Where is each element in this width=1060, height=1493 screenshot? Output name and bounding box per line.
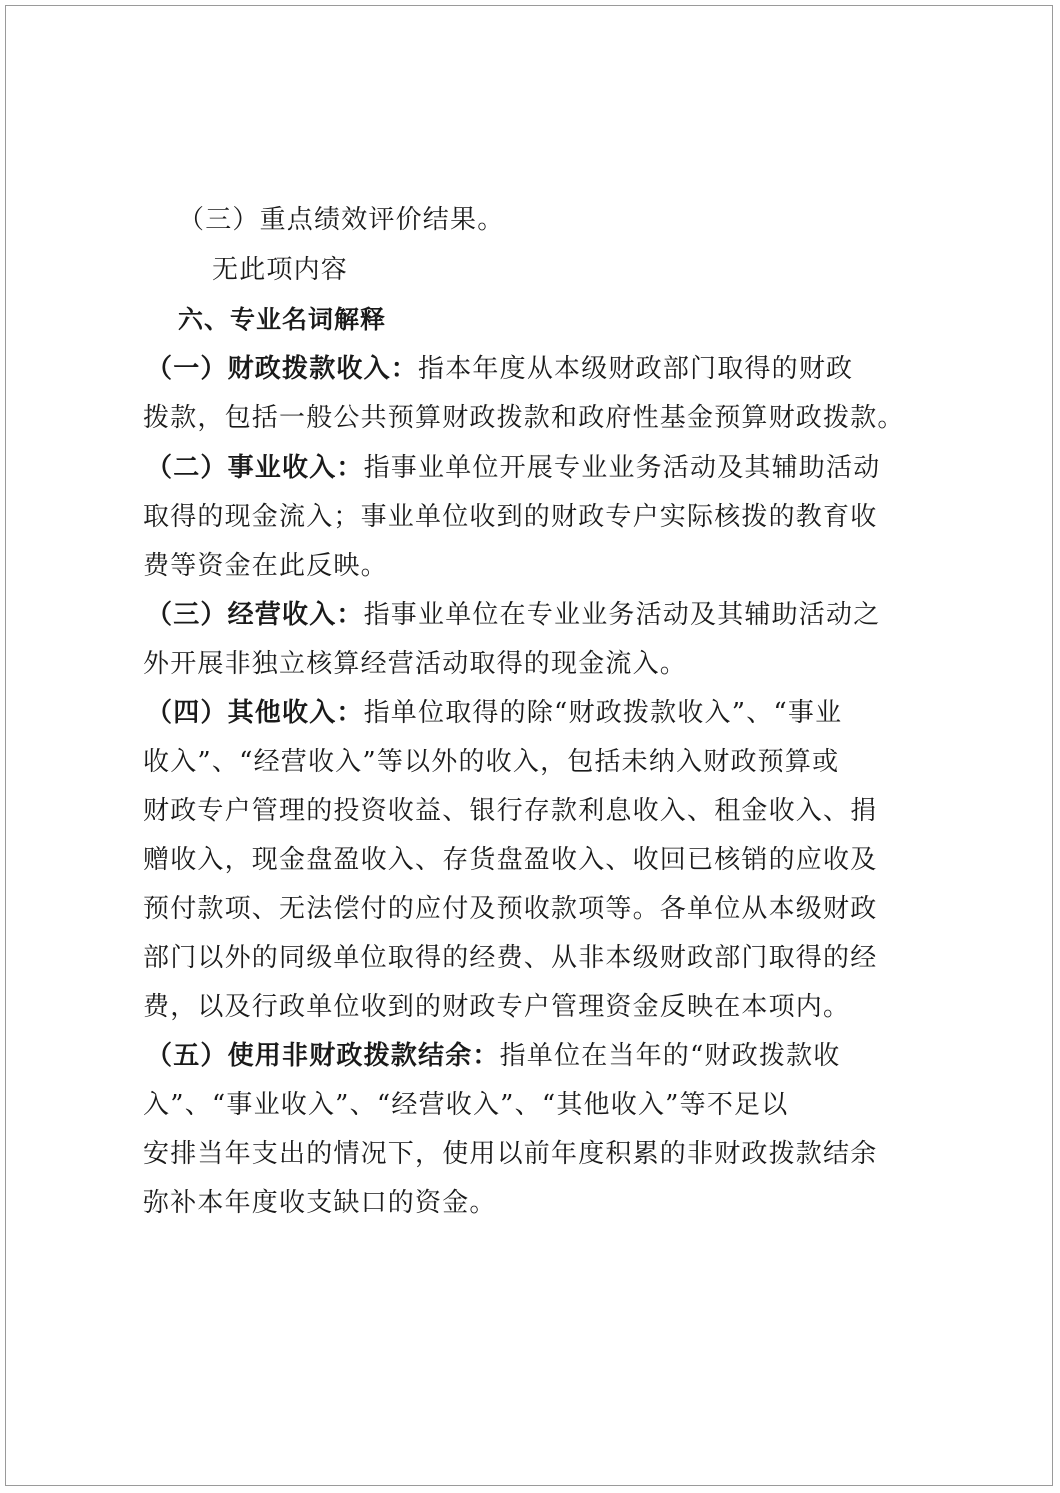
term-1-line-2: 拨款，包括一般公共预算财政拨款和政府性基金预算财政拨款。: [143, 403, 905, 433]
term-1-line-1: [146, 354, 853, 384]
term-2-label: （二）事业收入：: [146, 453, 364, 483]
page-border: [5, 5, 1053, 1486]
section-3-title: （三）重点绩效评价结果。: [178, 205, 505, 235]
term-4-line-5: 预付款项、无法偿付的应付及预收款项等。各单位从本级财政: [143, 894, 878, 924]
term-4-line-6: 部门以外的同级单位取得的经费、从非本级财政部门取得的经: [143, 943, 878, 973]
term-2-line-3: 费等资金在此反映。: [143, 551, 388, 581]
term-1-text: 指本年度从本级财政部门取得的财政: [418, 354, 854, 384]
term-5-text: 指单位在当年的“财政拨款收: [499, 1041, 841, 1071]
term-4-line-7: 费，以及行政单位收到的财政专户管理资金反映在本项内。: [143, 992, 851, 1022]
term-2-text: 指事业单位开展专业业务活动及其辅助活动: [363, 453, 881, 483]
term-2-line-2: 取得的现金流入；事业单位收到的财政专户实际核拨的教育收: [143, 502, 878, 532]
section-6-heading: 六、专业名词解释: [178, 305, 387, 334]
term-5-line-3: 安排当年支出的情况下，使用以前年度积累的非财政拨款结余: [143, 1139, 878, 1169]
term-3-line-1: [146, 600, 880, 630]
term-3-line-2: 外开展非独立核算经营活动取得的现金流入。: [143, 649, 688, 679]
section-3-body: 无此项内容: [212, 255, 349, 285]
term-4-line-4: 赠收入，现金盘盈收入、存货盘盈收入、收回已核销的应收及: [143, 845, 878, 875]
term-2-line-1: [146, 453, 880, 483]
term-4-line-2: 收入”、“经营收入”等以外的收入，包括未纳入财政预算或: [143, 747, 840, 777]
term-3-label: （三）经营收入：: [146, 600, 364, 630]
term-4-label: （四）其他收入：: [146, 698, 364, 728]
term-4-line-1: [146, 698, 842, 728]
term-5-line-4: 弥补本年度收支缺口的资金。: [143, 1188, 497, 1218]
term-1-label: （一）财政拨款收入：: [146, 354, 419, 384]
term-5-line-2: 入”、“事业收入”、“经营收入”、“其他收入”等不足以: [143, 1090, 789, 1120]
term-5-line-1: [146, 1041, 841, 1071]
term-5-label: （五）使用非财政拨款结余：: [146, 1041, 500, 1071]
term-4-text: 指单位取得的除“财政拨款收入”、“事业: [363, 698, 843, 728]
term-3-text: 指事业单位在专业业务活动及其辅助活动之: [363, 600, 881, 630]
term-4-line-3: 财政专户管理的投资收益、银行存款利息收入、租金收入、捐: [143, 796, 878, 826]
